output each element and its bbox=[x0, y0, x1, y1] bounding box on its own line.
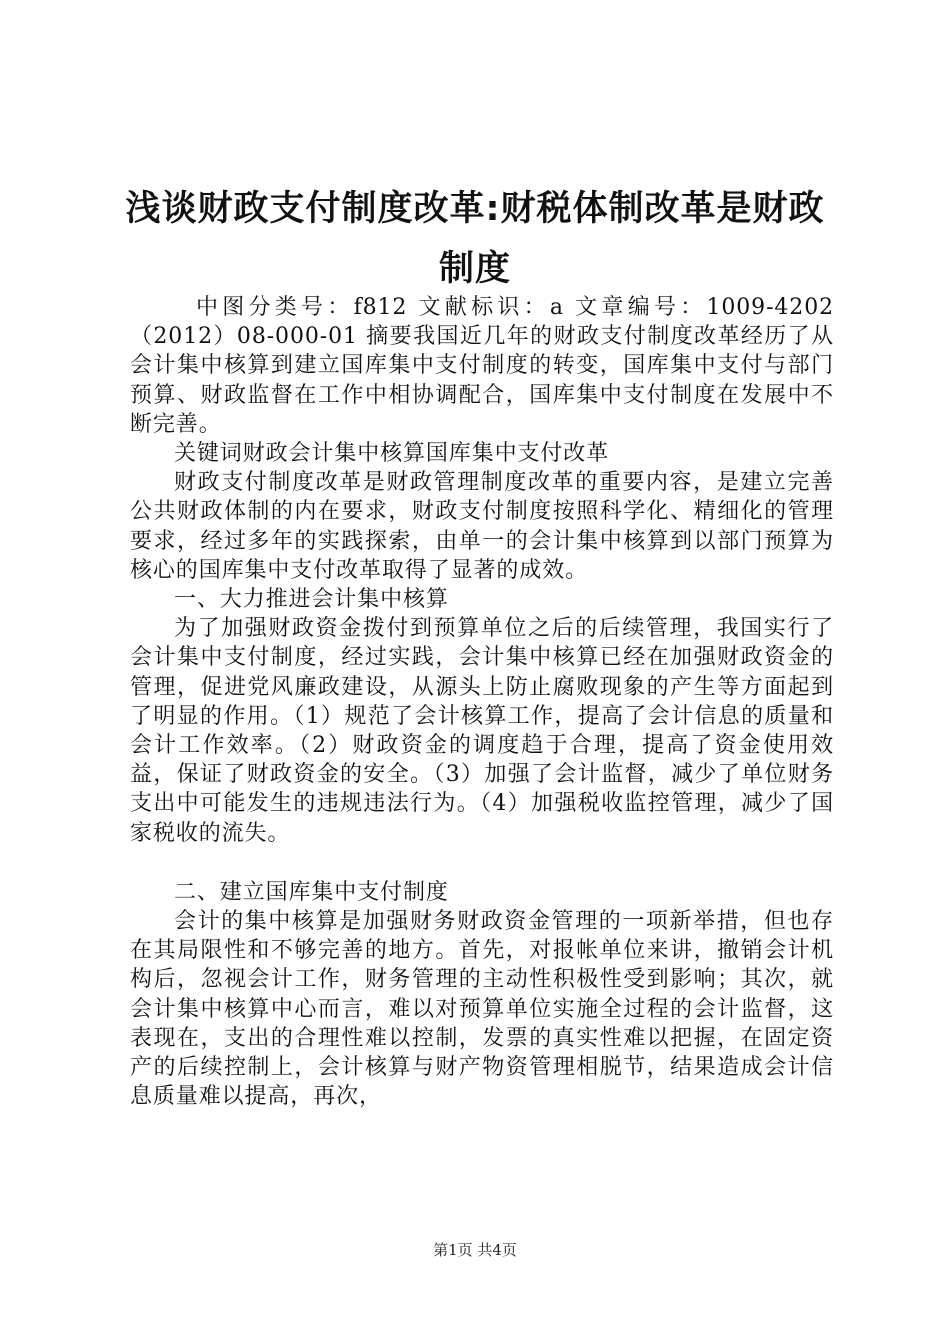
section-2-paragraph: 会计的集中核算是加强财务财政资金管理的一项新举措，但也存在其局限性和不够完善的地方。首先，对报帐单位来讲，撤销会计机构后，忽视会计工作，财务管理的主动性积极性受到影响；其次，就会计集中核算中心而言，难以对预算单位实施全过程的会计监督，这表现在，支出的合理性难以控制，发票的真实性难以把握，在固定资产的后续控制上，会计核算与财产物资管理相脱节，结果造成会计信息质量难以提高，再次， bbox=[130, 909, 834, 1110]
document-body bbox=[130, 293, 834, 1111]
section-1-paragraph: 为了加强财政资金拨付到预算单位之后的后续管理，我国实行了会计集中支付制度，经过实践，会计集中核算已经在加强财政资金的管理，促进党风廉政建设，从源头上防止腐败现象的产生等方面起到了明显的作用。（1）规范了会计核算工作，提高了会计信息的质量和会计工作效率。（2）财政资金的调度趋于合理，提高了资金使用效益，保证了财政资金的安全。（3）加强了会计监督，减少了单位财务支出中可能发生的违规违法行为。（4）加强税收监控管理，减少了国家税收的流失。 bbox=[130, 616, 834, 846]
keywords-paragraph: 关键词财政会计集中核算国库集中支付改革 bbox=[174, 441, 610, 467]
document-title-line1: 浅谈财政支付制度改革:财税体制改革是财政 bbox=[125, 189, 825, 229]
page-number-footer: 第1页 共4页 bbox=[433, 1241, 517, 1259]
abstract-paragraph: 中图分类号：f812 文献标识：a 文章编号：1009-4202（2012）08-000-01 摘要我国近几年的财政支付制度改革经历了从会计集中核算到建立国库集中支付制度的转变，国库集中支付与部门预算、财政监督在工作中相协调配合，国库集中支付制度在发展中不断完善。 bbox=[130, 295, 834, 437]
document-title-line2: 制度 bbox=[438, 249, 511, 289]
paragraph-spacer bbox=[130, 848, 834, 878]
section-heading-2: 二、建立国库集中支付制度 bbox=[174, 879, 449, 905]
intro-paragraph: 财政支付制度改革是财政管理制度改革的重要内容，是建立完善公共财政体制的内在要求，财政支付制度按照科学化、精细化的管理要求，经过多年的实践探索，由单一的会计集中核算到以部门预算为核心的国库集中支付改革取得了显著的成效。 bbox=[130, 470, 834, 583]
section-heading-1: 一、大力推进会计集中核算 bbox=[174, 587, 449, 613]
